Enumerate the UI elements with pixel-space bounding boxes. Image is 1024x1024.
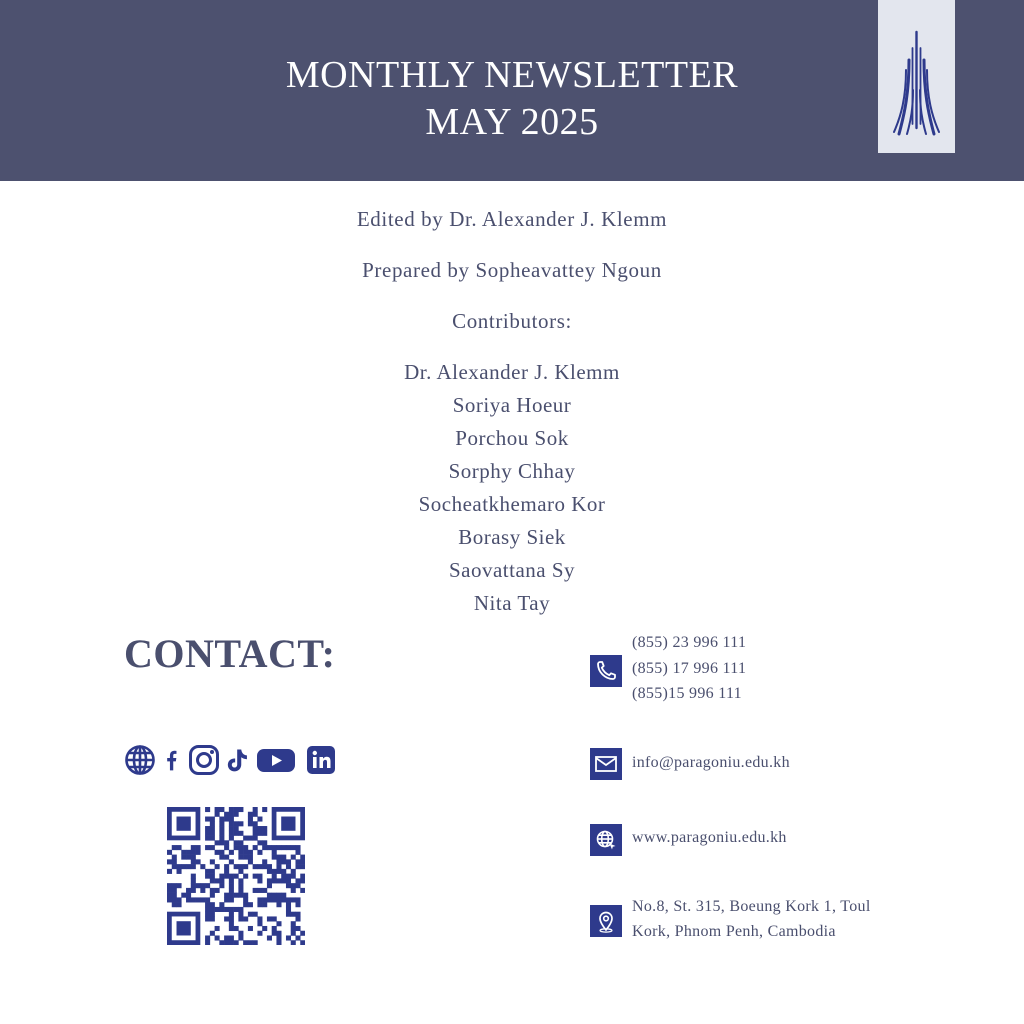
social-links	[124, 744, 342, 776]
location-pin-icon	[590, 905, 622, 937]
youtube-icon[interactable]	[256, 744, 296, 776]
website-url[interactable]: www.paragoniu.edu.kh	[632, 829, 787, 846]
phone-number[interactable]: (855) 23 996 111	[632, 634, 747, 651]
contributor-name: Borasy Siek	[458, 525, 566, 549]
newsletter-header	[0, 0, 1024, 181]
contributor-name: Saovattana Sy	[448, 558, 576, 582]
email-address[interactable]: info@paragoniu.edu.kh	[632, 754, 790, 771]
contributor-name: Porchou Sok	[455, 426, 569, 450]
phone-icon	[590, 655, 622, 687]
address-line: Kork, Phnom Penh, Cambodia	[632, 923, 836, 940]
contributor-name: Soriya Hoeur	[452, 393, 572, 417]
contributor-name: Sorphy Chhay	[448, 459, 576, 483]
contributor-name: Socheatkhemaro Kor	[418, 492, 606, 516]
email-icon	[590, 748, 622, 780]
newsletter-date: MAY 2025	[425, 101, 599, 143]
website-globe-icon	[590, 824, 622, 856]
instagram-icon[interactable]	[188, 744, 220, 776]
university-spire-logo-icon	[878, 0, 955, 153]
linkedin-icon[interactable]	[305, 744, 337, 776]
globe-icon[interactable]	[124, 744, 156, 776]
tiktok-icon[interactable]	[225, 744, 251, 776]
contributor-name: Nita Tay	[473, 591, 551, 615]
qr-code-icon	[167, 807, 305, 945]
contributors-list	[0, 356, 1024, 620]
newsletter-title: MONTHLY NEWSLETTER	[285, 54, 739, 96]
edited-by: Edited by Dr. Alexander J. Klemm	[356, 207, 668, 231]
contact-heading: CONTACT:	[124, 631, 336, 676]
contributor-name: Dr. Alexander J. Klemm	[404, 360, 620, 384]
phone-number[interactable]: (855)15 996 111	[632, 685, 742, 702]
address-line: No.8, St. 315, Boeung Kork 1, Toul	[632, 897, 871, 915]
prepared-by: Prepared by Sopheavattey Ngoun	[362, 258, 662, 282]
phone-number[interactable]: (855) 17 996 111	[632, 659, 747, 677]
contributors-label: Contributors:	[452, 309, 572, 333]
logo	[878, 0, 955, 153]
facebook-icon[interactable]	[161, 744, 183, 776]
